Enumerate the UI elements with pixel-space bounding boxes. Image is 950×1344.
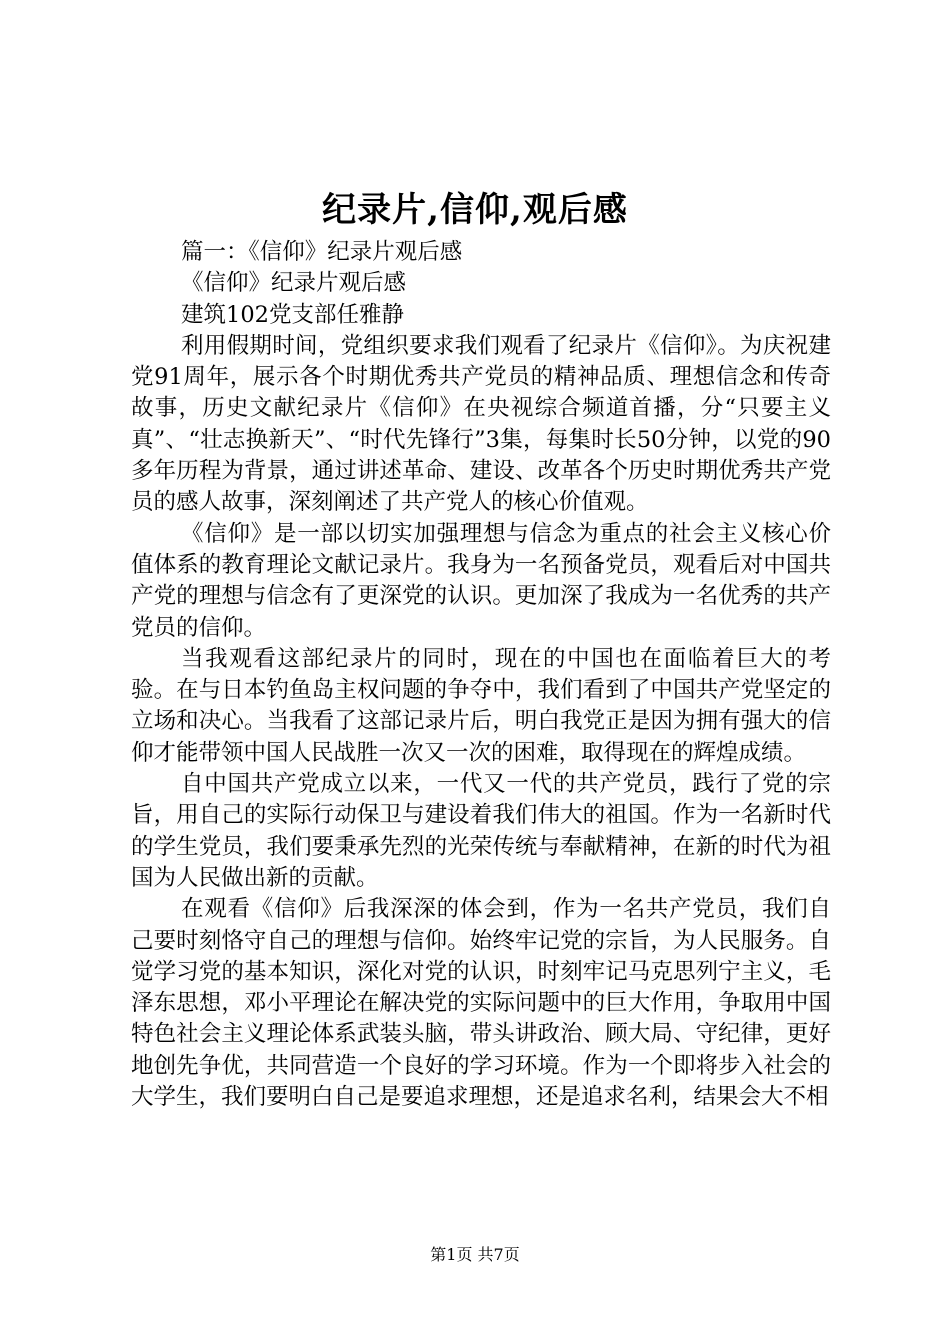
section-heading: 篇一：《信仰》纪录片观后感 bbox=[181, 239, 463, 265]
paragraph: 在观看《信仰》后我深深的体会到，作为一名共产党员，我们自己要时刻恪守自己的理想与信仰。始终牢记党的宗旨，为人民服务。自觉学习党的基本知识，深化对党的认识，时刻牢记马克思列宁主义，毛泽东思想，邓小平理论在解决党的实际问题中的巨大作用，争取用中国特色社会主义理论体系武装头脑，带头讲政治、顾大局、守纪律，更好地创先争优，共同营造一个良好的学习环境。作为一个即将步入社会的大学生，我们要明白自己是要追求理想，还是追求名利，结果会大不相 bbox=[131, 896, 831, 1111]
document-title: 纪录片,信仰,观后感 bbox=[322, 190, 628, 230]
article-heading: 《信仰》纪录片观后感 bbox=[181, 270, 407, 297]
paragraph: 自中国共产党成立以来，一代又一代的共产党员，践行了党的宗旨，用自己的实际行动保卫与建设着我们伟大的祖国。作为一名新时代的学生党员，我们要秉承先烈的光荣传统与奉献精神，在新的时代为祖国为人民做出新的贡献。 bbox=[131, 771, 831, 891]
document-body bbox=[131, 237, 831, 1113]
paragraph: 当我观看这部纪录片的同时，现在的中国也在面临着巨大的考验。在与日本钓鱼岛主权问题的争夺中，我们看到了中国共产党坚定的立场和决心。当我看了这部记录片后，明白我党正是因为拥有强大的信仰才能带领中国人民战胜一次又一次的困难，取得现在的辉煌成绩。 bbox=[131, 645, 831, 766]
author-line: 建筑102党支部任雅静 bbox=[181, 301, 404, 328]
paragraph: 利用假期时间，党组织要求我们观看了纪录片《信仰》。为庆祝建党91周年，展示各个时期优秀共产党员的精神品质、理想信念和传奇故事，历史文献纪录片《信仰》在央视综合频道首播，分“只要主义真”、“壮志换新天”、“时代先锋行”3集，每集时长50分钟，以党的90多年历程为背景，通过讲述革命、建设、改革各个历史时期优秀共产党员的感人故事，深刻阐述了共产党人的核心价值观。 bbox=[131, 332, 831, 516]
paragraph: 《信仰》是一部以切实加强理想与信念为重点的社会主义核心价值体系的教育理论文献记录片。我身为一名预备党员，观看后对中国共产党的理想与信念有了更深党的认识。更加深了我成为一名优秀的共产党员的信仰。 bbox=[131, 520, 831, 641]
page-footer: 第1页 共7页 bbox=[430, 1245, 520, 1264]
